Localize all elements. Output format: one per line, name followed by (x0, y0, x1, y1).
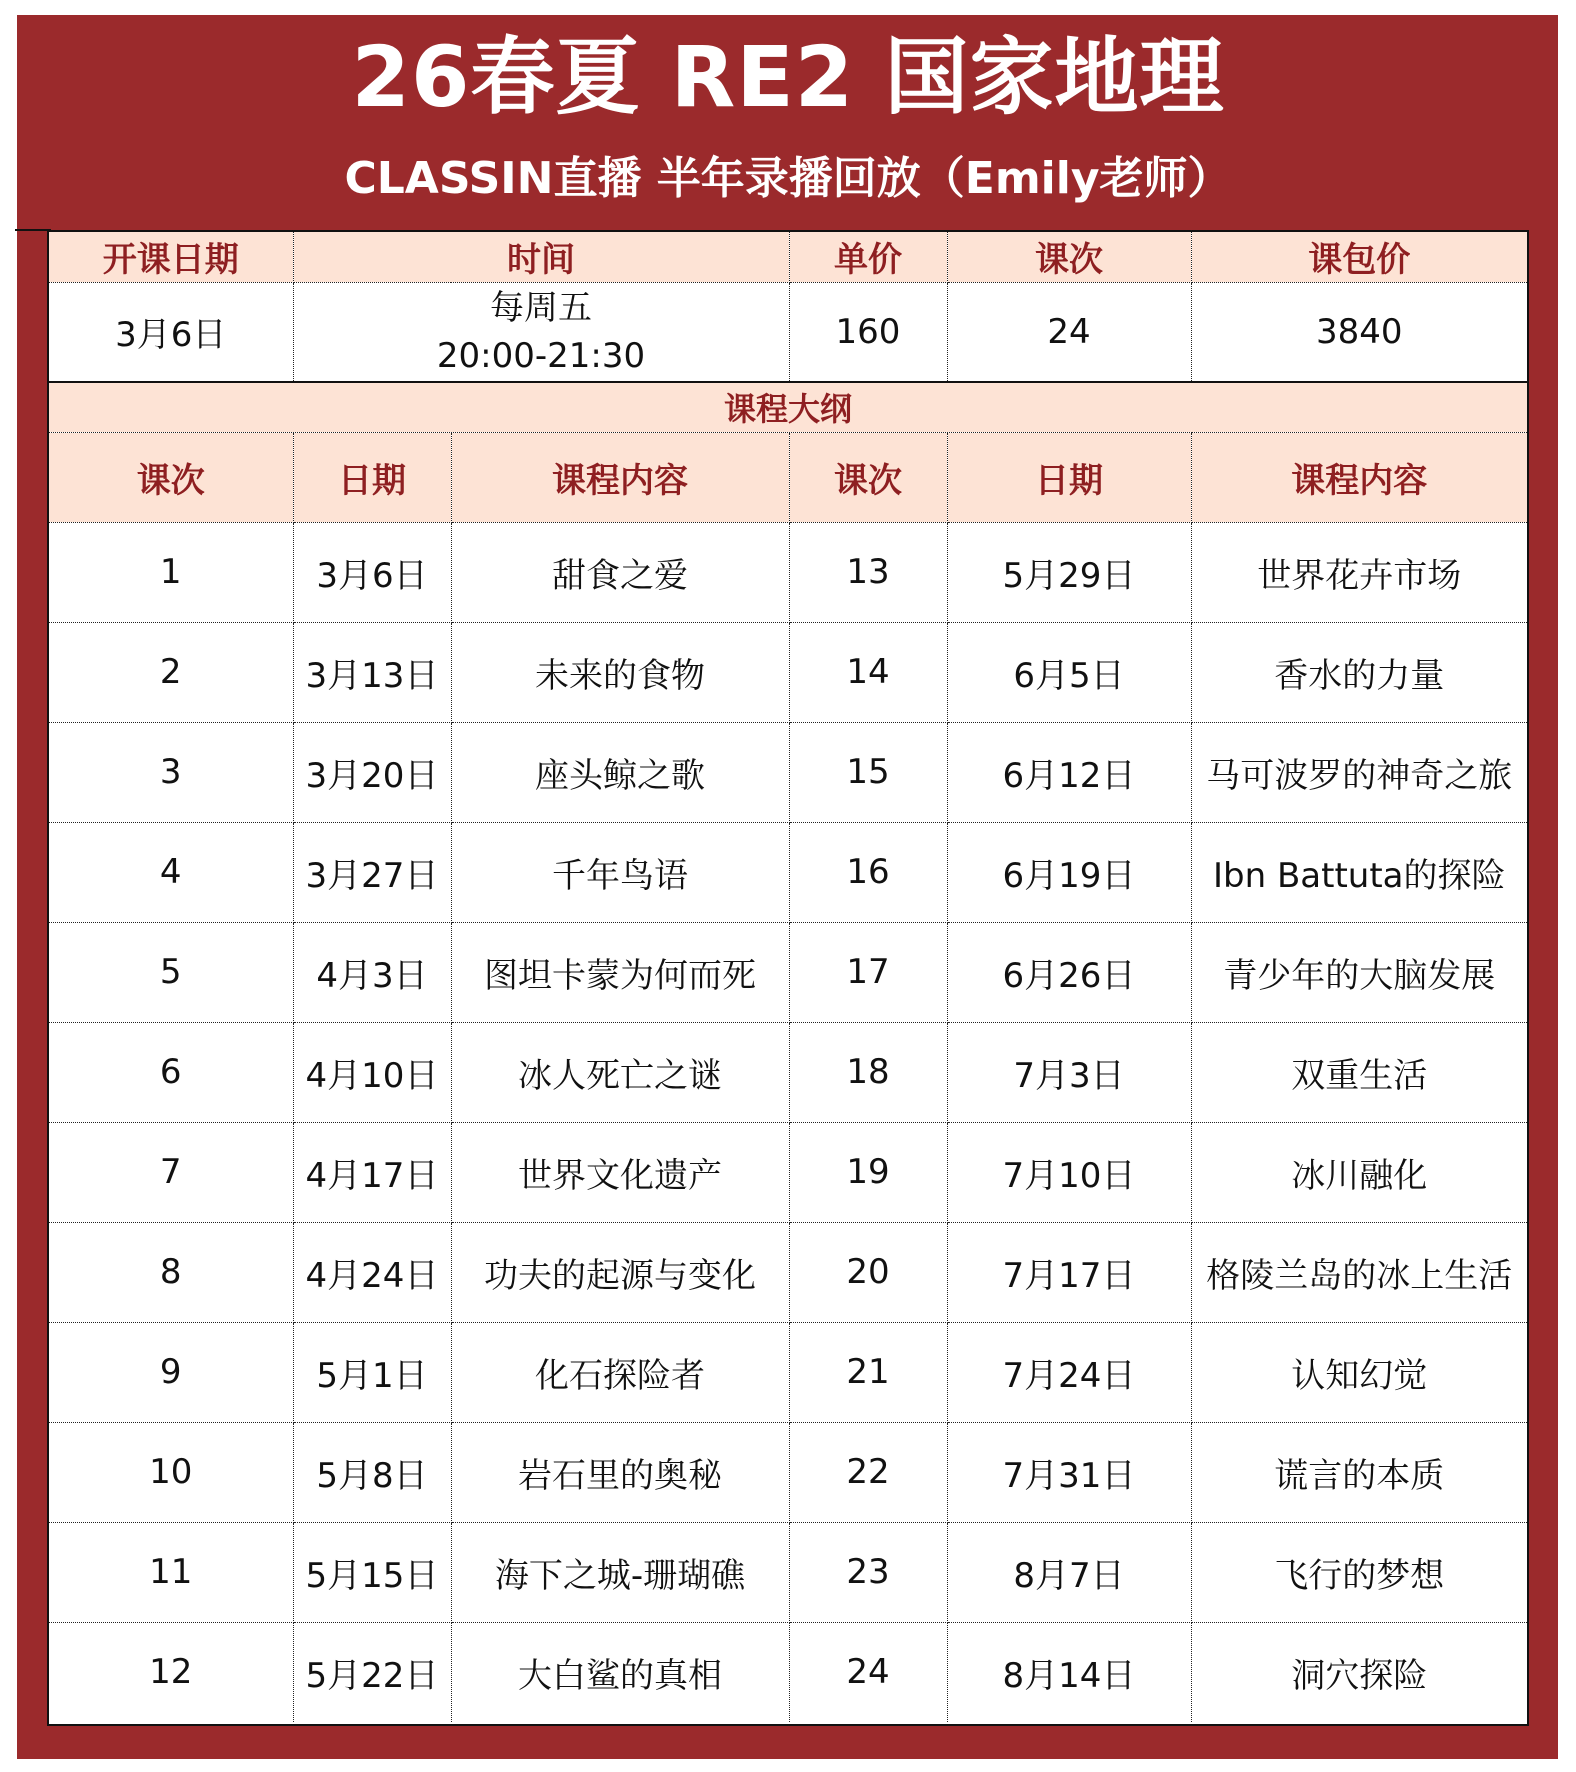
info-header-time: 时间 (293, 232, 789, 282)
table-row (49, 1022, 1527, 1122)
lesson-content: 未来的食物 (451, 622, 789, 722)
lesson-date: 8月7日 (947, 1522, 1191, 1622)
lesson-date: 7月24日 (947, 1322, 1191, 1422)
sessions-value: 24 (947, 282, 1191, 382)
lesson-number: 9 (49, 1322, 293, 1422)
lesson-content: 双重生活 (1191, 1022, 1527, 1122)
lesson-number: 24 (789, 1622, 947, 1722)
schedule-table (49, 232, 1527, 1722)
time-value (293, 282, 789, 382)
lesson-date: 5月8日 (293, 1422, 451, 1522)
lesson-number: 7 (49, 1122, 293, 1222)
table-row (49, 922, 1527, 1022)
page-title: 26春夏 RE2 国家地理 (351, 28, 1225, 126)
table-row (49, 1322, 1527, 1422)
lesson-content: 洞穴探险 (1191, 1622, 1527, 1722)
lesson-content: 认知幻觉 (1191, 1322, 1527, 1422)
table-row (49, 1522, 1527, 1622)
lesson-date: 4月24日 (293, 1222, 451, 1322)
lesson-date: 3月6日 (293, 522, 451, 622)
info-header-package-price: 课包价 (1191, 232, 1527, 282)
lesson-date: 5月15日 (293, 1522, 451, 1622)
lesson-date: 5月29日 (947, 522, 1191, 622)
lesson-number: 1 (49, 522, 293, 622)
table-row (49, 522, 1527, 622)
lesson-content: 岩石里的奥秘 (451, 1422, 789, 1522)
lesson-number: 23 (789, 1522, 947, 1622)
lesson-content: 海下之城-珊瑚礁 (451, 1522, 789, 1622)
lesson-number: 11 (49, 1522, 293, 1622)
divider (15, 229, 51, 231)
lesson-number: 18 (789, 1022, 947, 1122)
lesson-date: 6月12日 (947, 722, 1191, 822)
lesson-date: 7月10日 (947, 1122, 1191, 1222)
lesson-content: 世界文化遗产 (451, 1122, 789, 1222)
lesson-date: 6月19日 (947, 822, 1191, 922)
lesson-date: 3月20日 (293, 722, 451, 822)
info-header-sessions: 课次 (947, 232, 1191, 282)
outline-body (49, 522, 1527, 1722)
table-row (49, 1622, 1527, 1722)
lesson-content: 座头鲸之歌 (451, 722, 789, 822)
lesson-date: 5月22日 (293, 1622, 451, 1722)
lesson-content: 青少年的大脑发展 (1191, 922, 1527, 1022)
lesson-number: 15 (789, 722, 947, 822)
table-row (49, 722, 1527, 822)
lesson-number: 4 (49, 822, 293, 922)
info-header-start-date: 开课日期 (49, 232, 293, 282)
col-header-content: 课程内容 (451, 432, 789, 522)
lesson-number: 3 (49, 722, 293, 822)
lesson-number: 21 (789, 1322, 947, 1422)
table-row (49, 622, 1527, 722)
table-row (49, 1422, 1527, 1522)
lesson-number: 14 (789, 622, 947, 722)
lesson-content: 飞行的梦想 (1191, 1522, 1527, 1622)
col-header-lesson: 课次 (49, 432, 293, 522)
lesson-content: 格陵兰岛的冰上生活 (1191, 1222, 1527, 1322)
lesson-content: 化石探险者 (451, 1322, 789, 1422)
table-row (49, 1222, 1527, 1322)
lesson-content: 香水的力量 (1191, 622, 1527, 722)
package-price-value: 3840 (1191, 282, 1527, 382)
lesson-content: 大白鲨的真相 (451, 1622, 789, 1722)
lesson-content: 冰人死亡之谜 (451, 1022, 789, 1122)
outline-header-row (49, 432, 1527, 522)
info-row (49, 282, 1527, 382)
lesson-number: 10 (49, 1422, 293, 1522)
lesson-content: 冰川融化 (1191, 1122, 1527, 1222)
col-header-lesson: 课次 (789, 432, 947, 522)
lesson-content: Ibn Battuta的探险 (1191, 822, 1527, 922)
lesson-number: 13 (789, 522, 947, 622)
lesson-date: 3月13日 (293, 622, 451, 722)
lesson-number: 2 (49, 622, 293, 722)
lesson-number: 5 (49, 922, 293, 1022)
info-header-row (49, 232, 1527, 282)
lesson-content: 世界花卉市场 (1191, 522, 1527, 622)
lesson-date: 6月26日 (947, 922, 1191, 1022)
lesson-date: 7月17日 (947, 1222, 1191, 1322)
lesson-content: 千年鸟语 (451, 822, 789, 922)
lesson-number: 8 (49, 1222, 293, 1322)
lesson-date: 4月3日 (293, 922, 451, 1022)
schedule-sheet (47, 230, 1529, 1726)
lesson-number: 17 (789, 922, 947, 1022)
info-header-unit-price: 单价 (789, 232, 947, 282)
table-row (49, 822, 1527, 922)
lesson-number: 12 (49, 1622, 293, 1722)
lesson-date: 7月31日 (947, 1422, 1191, 1522)
time-day: 每周五 (490, 287, 592, 328)
lesson-content: 功夫的起源与变化 (451, 1222, 789, 1322)
lesson-date: 3月27日 (293, 822, 451, 922)
lesson-content: 甜食之爱 (451, 522, 789, 622)
lesson-date: 4月10日 (293, 1022, 451, 1122)
lesson-date: 6月5日 (947, 622, 1191, 722)
table-row (49, 1122, 1527, 1222)
lesson-number: 16 (789, 822, 947, 922)
lesson-date: 4月17日 (293, 1122, 451, 1222)
outline-title: 课程大纲 (49, 382, 1527, 432)
lesson-content: 谎言的本质 (1191, 1422, 1527, 1522)
time-range: 20:00-21:30 (436, 335, 646, 376)
lesson-date: 5月1日 (293, 1322, 451, 1422)
lesson-number: 19 (789, 1122, 947, 1222)
lesson-content: 马可波罗的神奇之旅 (1191, 722, 1527, 822)
lesson-content: 图坦卡蒙为何而死 (451, 922, 789, 1022)
col-header-date: 日期 (947, 432, 1191, 522)
lesson-number: 22 (789, 1422, 947, 1522)
lesson-number: 6 (49, 1022, 293, 1122)
lesson-date: 7月3日 (947, 1022, 1191, 1122)
start-date-value: 3月6日 (49, 282, 293, 382)
outline-title-row (49, 382, 1527, 432)
unit-price-value: 160 (789, 282, 947, 382)
col-header-date: 日期 (293, 432, 451, 522)
lesson-number: 20 (789, 1222, 947, 1322)
page-subtitle: CLASSIN直播 半年录播回放（Emily老师） (344, 153, 1232, 204)
lesson-date: 8月14日 (947, 1622, 1191, 1722)
col-header-content: 课程内容 (1191, 432, 1527, 522)
